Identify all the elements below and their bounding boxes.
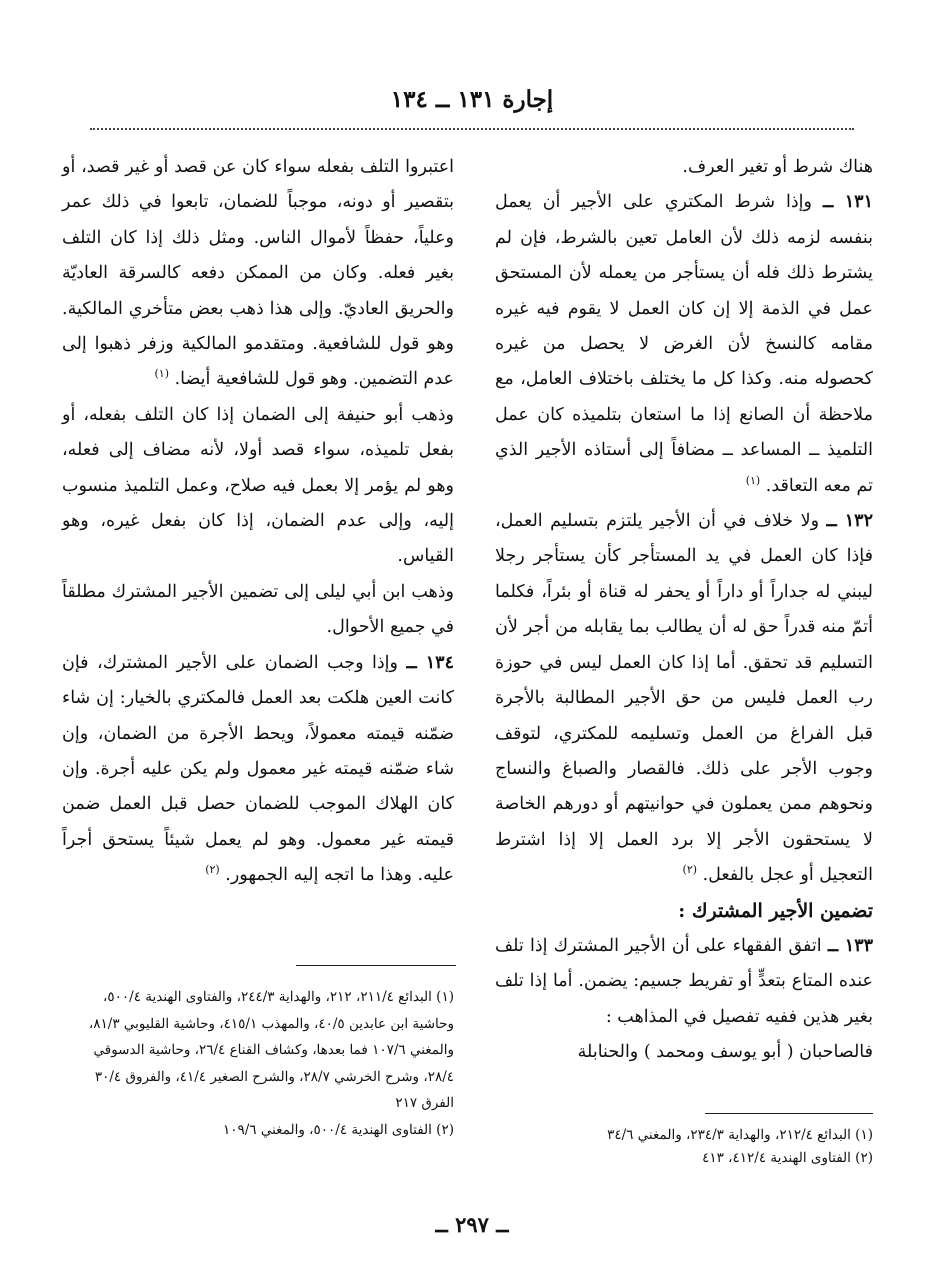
paragraph-0-text: هناك شرط أو تغير العرف. [682,157,873,177]
paragraph-134-number: ١٣٤ ــ [406,652,454,673]
right-column [495,150,873,1071]
footnote-left-2: (٢) الفتاوى الهندية ٥٠٠/٤، والمغني ١٠٩/٦ [223,1121,454,1138]
footnote-divider-right [705,1113,873,1114]
paragraph-133-number: ١٣٣ ــ [827,935,873,956]
footnote-right-1: (١) البدائع ٢١٢/٤، والهداية ٢٣٤/٣، والمغني ٣٤/٦ [607,1127,873,1143]
paragraph-133 [495,929,873,1035]
paragraph-0 [495,150,873,185]
paragraph-ibn-abi-layla: وذهب ابن أبي ليلى إلى تضمين الأجير المشترك مطلقاً في جميع الأحوال. [62,581,454,638]
footnote-ref-1: (١) [745,473,761,487]
footnote-ref-2: (٢) [682,863,698,877]
section-subheading: تضمين الأجير المشترك : [678,899,873,922]
paragraph-continued-text: اعتبروا التلف بفعله سواء كان عن قصد أو غير قصد، أو بتقصير أو دونه، موجباً للضمان، تابعوا في ذلك عمر وعلياً، حفظاً لأموال الناس. ومثل ذلك إذا كان التلف بغير فعله. وكان من الممكن دفعه كالسرقة العاديّة والحريق العاديّ. وإلى هذا ذهب بعض متأخري المالكية. وهو قول للشافعية. ومتقدمو المالكية وزفر ذهبوا إلى عدم التضمين. وهو قول للشافعية أيضا. [62,157,454,390]
header-divider [90,128,854,130]
paragraph-131 [495,185,873,504]
paragraph-134-text: وإذا وجب الضمان على الأجير المشترك، فإن كانت العين هلكت بعد العمل فالمكتري بالخيار: إن شاء ضمّنه قيمته معمولاً، ويحط الأجرة من الضمان، وإن شاء ضمّنه قيمته غير معمول ولم يكن عليه أجرة. وإن كان الهلاك الموجب للضمان حصل قبل العمل ضمن قيمته غير معمول. وهو لم يعمل شيئاً يستحق أجراً عليه. وهذا ما اتجه إليه الجمهور. [62,652,454,886]
paragraph-abu-hanifa: وذهب أبو حنيفة إلى الضمان إذا كان التلف بفعله، أو بفعل تلميذه، سواء قصد أولا، لأنه مضاف إلى فعله، وهو لم يؤمر إلا بعمل فيه صلاح، وعمل التلميذ منسوب إليه، وإلى عدم الضمان، إذا كان بفعل غيره، وهو القياس. [62,404,454,567]
paragraph-133-text: اتفق الفقهاء على أن الأجير المشترك إذا تلف عنده المتاع بتعدٍّ أو تفريط جسيم: يضمن. أما إذا تلف بغير هذين ففيه تفصيل في المذاهب : [495,935,873,1027]
page-number: ــ ٢٩٧ ــ [435,1212,509,1237]
footnote-divider-left [296,965,456,966]
paragraph-134 [62,646,454,894]
footnote-ref-1-left: (١) [154,367,170,381]
paragraph-132-number: ١٣٢ ــ [826,511,873,532]
footnotes-right [495,1124,873,1170]
paragraph-131-text: وإذا شرط المكتري على الأجير أن يعمل بنفسه لزمه ذلك لأن العامل تعين بالشرط، فإن لم يشترط ذلك فله أن يستأجر من يعمله لأن المستحق عمل في الذمة إلا إن كان العمل لا يقوم فيه غيره مقامه كالنسخ لأن الغرض لا يحصل من غيره كحصوله منه. وكذا كل ما يختلف باختلاف العامل، مع ملاحظة أن الصانع إذا ما استعان بتلميذه كان عمل التلميذ ــ المساعد ــ مضافاً إلى أستاذه الأجير الذي تم معه التعاقد. [495,192,873,496]
footnote-left-1: (١) البدائع ٢١١/٤، ٢١٢، والهداية ٢٤٤/٣، والفتاوى الهندية ٥٠٠/٤، وحاشية ابن عابدين ٤٠/٥، والمهذب ٤١٥/١، وحاشية القليوبي ٨١/٣، والمغني ١٠٧/٦ فما بعدها، وكشاف القناع ٢٦/٤، وحاشية الدسوقي ٢٨/٤، وشرح الخرشي ٢٨/٧، والشرح الصغير ٤١/٤، والفروق ٣٠/٤ الفرق ٢١٧ [88,989,454,1111]
paragraph-continued [62,150,454,398]
footnote-right-2: (٢) الفتاوى الهندية ٤١٢/٤، ٤١٣ [702,1150,873,1166]
paragraph-132-text: ولا خلاف في أن الأجير يلتزم بتسليم العمل، فإذا كان العمل في يد المستأجر كأن يستأجر رجلا ليبني له جداراً أو داراً أو يحفر له قناة أو بئراً، فكلما أتمّ منه قدراً حق له أن يطالب بما يقابله من أجر لأن التسليم قد تحقق. أما إذا كان العمل ليس في حوزة رب العمل فليس من حق الأجير المطالبة بالأجرة قبل الفراغ من العمل وتسليمه للمكتري، لتوقف وجوب الأجر على ذلك. فالقصار والصباغ والنساج ونحوهم ممن يعملون في حوانيتهم أو دورهم الخاصة لا يستحقون الأجر إلا برد العمل إلا إذا اشترط التعجيل أو عجل بالفعل. [495,511,873,886]
paragraph-133-continued: فالصاحبان ( أبو يوسف ومحمد ) والحنابلة [577,1042,873,1063]
paragraph-131-number: ١٣١ ــ [822,192,873,213]
footnote-ref-2-left: (٢) [205,863,220,877]
footnotes-left [62,984,454,1143]
paragraph-132 [495,504,873,893]
left-column [62,150,454,894]
page-header: إجارة ١٣١ ــ ١٣٤ [390,86,554,113]
